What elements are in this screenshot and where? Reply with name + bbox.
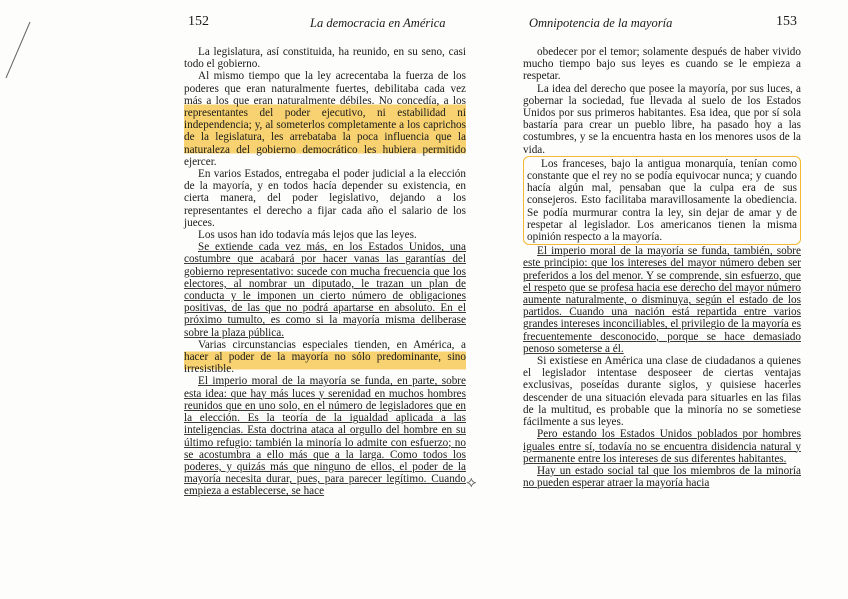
left-running-title: La democracia en América [310, 16, 446, 30]
left-page [184, 14, 466, 498]
left-page-header [184, 14, 466, 34]
right-page [523, 14, 801, 489]
left-paragraph-4: Los usos han ido todavía más lejos que las leyes. [198, 229, 417, 242]
right-page-number: 153 [776, 14, 797, 29]
left-paragraph-2: Al mismo tiempo que la ley acrecentaba la fuerza de los poderes que eran naturalmente fuertes, debilitaba cada vez más a los que eran naturalmente débiles. No concedía, a los representantes del poder ejecutivo, ni estabilidad ni independencia; y, al someterlos completamente a los caprichos de la legislatura, les arrebataba la poca influencia que la naturaleza del gobierno democrático les hubiera permitido ejercer. [184, 70, 466, 168]
left-page-body [184, 46, 466, 498]
right-running-title: Omnipotencia de la mayoría [529, 16, 673, 30]
right-paragraph-1: obedecer por el temor; solamente después de haber vivido mucho tiempo bajo sus leyes es cuando se le empieza a respetar. [523, 46, 801, 83]
left-paragraph-3: En varios Estados, entregaba el poder judicial a la elección de la mayoría, y en todos hacía depender su existencia, en cierta manera, del poder legislativo, dejando a los representantes el derecho a fijar cada año el salario de los jueces. [184, 168, 466, 229]
left-paragraph-6: Varias circunstancias especiales tienden, en América, a hacer al poder de la mayoría no sólo predominante, sino irresistible. [184, 338, 466, 376]
right-paragraph-2: La idea del derecho que posee la mayoría, por sus luces, a gobernar la sociedad, fue llevada al suelo de los Estados Unidos por sus primeros habitantes. Esa idea, que por sí sola bastaría para crear un pueblo libre, ha pasado hoy a las costumbres, y se la encuentra hasta en los menores usos de la vida. [523, 82, 801, 156]
pen-stroke-mark [2, 20, 32, 80]
right-page-body [523, 46, 801, 489]
right-paragraph-3-boxed: Los franceses, bajo la antigua monarquía, tenían como constante que el rey no se podía equivocar nunca; y cuando hacía algún mal, pensaban que la culpa era de sus consejeros. Esto facilitaba maravillosamente la obediencia. Se podía murmurar contra la ley, sin dejar de amar y de respetar al legislador. Los americanos tienen la misma opinión respecto a la mayoría. [523, 156, 801, 245]
right-paragraph-5: Si existiese en América una clase de ciudadanos a quienes el legislador intentase desposeer de ciertas ventajas exclusivas, poseídas durante siglos, y quisiese hacerles descender de una situación elevada para situarles en las filas de la multitud, es probable que la minoría no se sometiese fácilmente a sus leyes. [523, 355, 801, 429]
right-page-header [523, 14, 801, 34]
right-paragraph-6: Pero estando los Estados Unidos poblados por hombres iguales entre sí, todavía no se encuentra disidencia natural y permanente entre los intereses de sus diferentes habitantes. [523, 428, 801, 465]
left-paragraph-1: La legislatura, así constituida, ha reunido, en su seno, casi todo el gobierno. [184, 46, 466, 71]
right-paragraph-4: El imperio moral de la mayoría se funda, también, sobre este principio: que los intereses del mayor número deben ser preferidos a los del menor. Y se comprende, sin esfuerzo, que el respeto que se profesa hacia ese derecho del mayor número aumente naturalmente, o disminuya, según el estado de los partidos. Cuando una nación está repartida entre varios grandes intereses inconciliables, el privilegio de la mayoría es frecuentemente desconocido, porque se hace demasiado penoso someterse a él. [523, 245, 801, 355]
right-paragraph-7: Hay un estado social tal que los miembros de la minoría no pueden esperar atraer la mayoría hacia [523, 464, 801, 490]
left-page-number: 152 [188, 14, 209, 29]
left-paragraph-5: Se extiende cada vez más, en los Estados Unidos, una costumbre que acabará por hacer vanas las garantías del gobierno representativo: sucede con mucha frecuencia que los electores, al nombrar un diputado, le trazan un plan de conducta y le imponen un cierto número de obligaciones positivas, de las que no podrá apartarse en absoluto. En el próximo tumulto, es como si la mayoría misma deliberase sobre la plaza pública. [184, 241, 466, 339]
margin-pen-mark: ⟡ [466, 474, 477, 491]
left-paragraph-7: El imperio moral de la mayoría se funda, en parte, sobre esta idea: que hay más luces y serenidad en muchos hombres reunidos que en uno solo, en el número de legisladores que en la elección. Es la teoría de la igualdad aplicada a las inteligencias. Esta doctrina ataca al orgullo del hombre en su último refugio: también la minoría lo admite con esfuerzo; no se acostumbra a ello más que a la larga. Como todos los poderes, y quizás más que ninguno de ellos, el poder de la mayoría necesita durar, pues, para parecer legítimo. Cuando empieza a establecerse, se hace [184, 375, 466, 498]
